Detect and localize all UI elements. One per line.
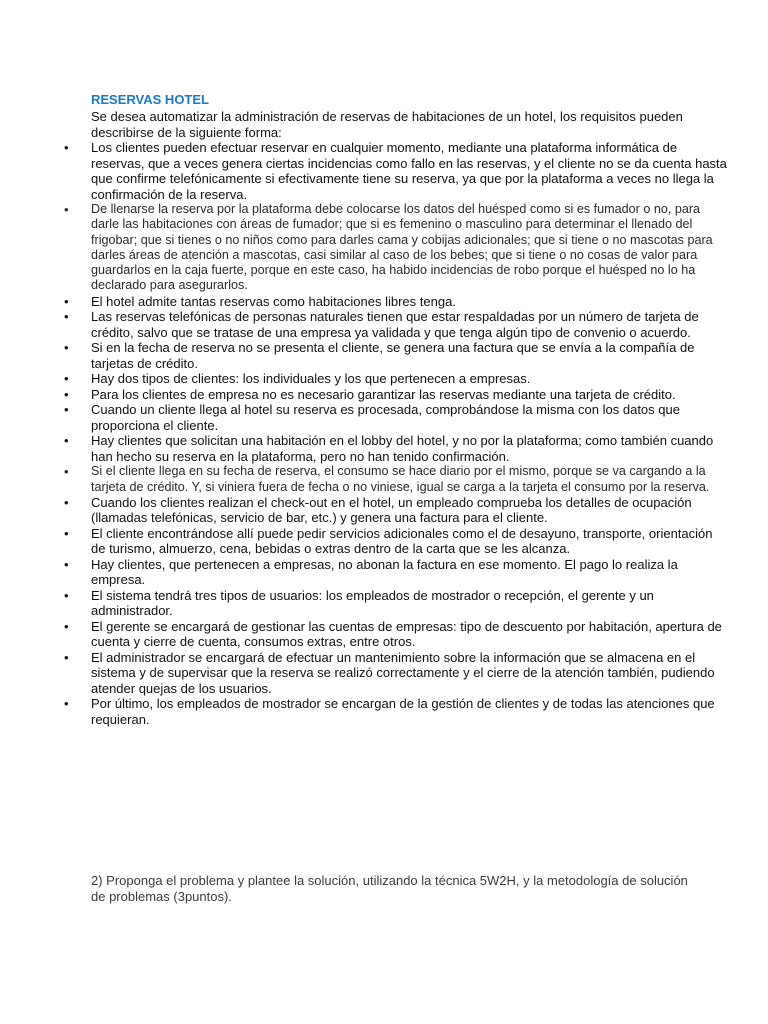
- bullet-icon: •: [64, 371, 69, 387]
- list-item-text: Hay clientes, que pertenecen a empresas, no abonan la factura en ese momento. El pago lo realiza la empresa.: [91, 556, 678, 588]
- list-item: [60, 371, 728, 387]
- list-item: [60, 202, 728, 294]
- bullet-icon: •: [64, 340, 69, 356]
- bullet-icon: •: [64, 649, 69, 665]
- list-item-text: El gerente se encargará de gestionar las cuentas de empresas: tipo de descuento por habitación, apertura de cuenta y cierre de cuenta, consumos extras, entre otros.: [91, 618, 722, 650]
- list-item: [60, 464, 728, 495]
- bullet-icon: •: [64, 202, 69, 217]
- list-item: [60, 402, 728, 433]
- intro-paragraph: Se desea automatizar la administración de reservas de habitaciones de un hotel, los requisitos pueden describirse de la siguiente forma:: [91, 109, 683, 140]
- list-item-text: El hotel admite tantas reservas como habitaciones libres tenga.: [91, 293, 456, 309]
- list-item: [60, 309, 728, 340]
- list-item: [60, 526, 728, 557]
- list-item-text: Si en la fecha de reserva no se presenta el cliente, se genera una factura que se envía a la compañía de tarjetas de crédito.: [91, 340, 695, 371]
- bullet-icon: •: [64, 556, 69, 572]
- list-item: [60, 696, 728, 727]
- bullet-icon: •: [64, 525, 69, 541]
- list-item-text: Hay clientes que solicitan una habitación en el lobby del hotel, y no por la plataforma; como también cuando han hecho su reserva en la plataforma, pero no han tenido confirmación.: [91, 433, 714, 464]
- list-item: [60, 557, 728, 588]
- list-item: [60, 433, 728, 464]
- list-item: [60, 340, 728, 371]
- list-item: [60, 588, 728, 619]
- list-item-text: Cuando los clientes realizan el check-out en el hotel, un empleado comprueba los detalles de ocupación (llamadas telefónicas, servicio de bar, etc.) y genera una factura para el cliente.: [91, 494, 692, 526]
- list-item-text: Para los clientes de empresa no es necesario garantizar las reservas mediante una tarjeta de crédito.: [91, 386, 676, 402]
- list-item: [60, 140, 728, 202]
- bullet-icon: •: [64, 140, 69, 155]
- bullet-icon: •: [64, 587, 69, 603]
- bullet-icon: •: [64, 309, 69, 325]
- bullet-icon: •: [64, 494, 69, 510]
- list-item-text: De llenarse la reserva por la plataforma debe colocarse los datos del huésped como si es fumador o no, para darle las habitaciones con áreas de fumador; que si es femenino o masculino para determinar el llenado del frigobar; que si tienes o no niños como para darles cama y cobijas adicionales; que si tiene o no mascotas para darles áreas de atención a mascotas, casi similar al caso de los bebes; que si tiene o no cosas de valor para guardarlos en la caja fuerte, porque en este caso, ha habido incidencias de robo porque el huésped no lo ha declarado para asegurarlos.: [91, 202, 713, 293]
- bullet-icon: •: [64, 402, 69, 418]
- list-item-text: El cliente encontrándose allí puede pedir servicios adicionales como el de desayuno, transporte, orientación de turismo, almuerzo, cena, bebidas o extras dentro de la carta que se les alcanza.: [91, 525, 713, 557]
- list-item-text: Si el cliente llega en su fecha de reserva, el consumo se hace diario por el mismo, porque se va cargando a la tarjeta de crédito. Y, si viniera fuera de fecha o no viniese, igual se carga a la tarjeta el consumo por la reserva.: [91, 464, 710, 494]
- list-item-text: El sistema tendrá tres tipos de usuarios: los empleados de mostrador o recepción, el gerente y un administrador.: [91, 587, 654, 619]
- bullet-icon: •: [64, 386, 69, 402]
- list-item-text: Las reservas telefónicas de personas naturales tienen que estar respaldadas por un número de tarjeta de crédito, salvo que se tratase de una empresa ya validada y que tenga algún tipo de convenio o acuerdo.: [91, 309, 699, 340]
- list-item: [60, 650, 728, 697]
- list-item-text: Cuando un cliente llega al hotel su reserva es procesada, comprobándose la misma con los datos que proporciona el cliente.: [91, 402, 680, 433]
- bullet-icon: •: [64, 618, 69, 634]
- list-item-text: Por último, los empleados de mostrador se encargan de la gestión de clientes y de todas las atenciones que requieran.: [91, 696, 715, 727]
- bullet-icon: •: [64, 433, 69, 449]
- list-item-text: Los clientes pueden efectuar reservar en cualquier momento, mediante una plataforma informática de reservas, que a veces genera ciertas incidencias como fallo en las reservas, y el cliente no se da cuenta hasta que confirme telefónicamente si efectivamente tiene su reserva, ya que por la plataforma a veces no llega la confirmación de la reserva.: [91, 140, 727, 202]
- list-item-text: El administrador se encargará de efectuar un mantenimiento sobre la información que se almacena en el sistema y de supervisar que la reserva se realizó correctamente y el cierre de la atención también, pudiendo atender quejas de los usuarios.: [91, 649, 715, 696]
- list-item: [60, 495, 728, 526]
- list-item: [60, 294, 728, 310]
- question-paragraph: 2) Proponga el problema y plantee la solución, utilizando la técnica 5W2H, y la metodología de solución de problemas (3puntos).: [91, 873, 688, 904]
- bullet-icon: •: [64, 293, 69, 309]
- bullet-icon: •: [64, 464, 69, 480]
- requirements-list: [60, 140, 728, 727]
- list-item: [60, 619, 728, 650]
- document-title: RESERVAS HOTEL: [91, 92, 209, 107]
- bullet-icon: •: [64, 696, 69, 712]
- list-item: [60, 387, 728, 403]
- list-item-text: Hay dos tipos de clientes: los individuales y los que pertenecen a empresas.: [91, 371, 531, 387]
